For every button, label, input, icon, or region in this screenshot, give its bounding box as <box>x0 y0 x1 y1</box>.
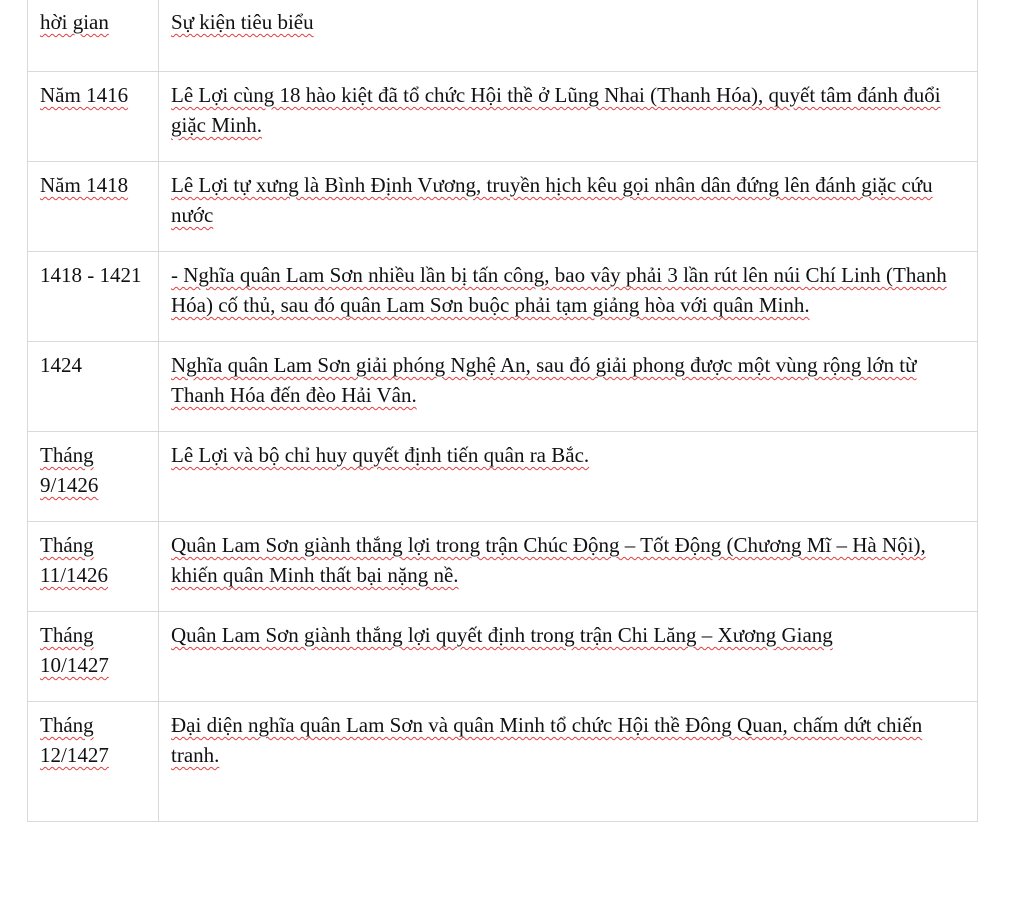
time-cell <box>28 612 159 702</box>
event-cell <box>159 702 978 822</box>
time-cell <box>28 252 159 342</box>
event-text: Quân Lam Sơn giành thắng lợi quyết định trong trận Chi Lăng – Xương Giang <box>171 623 833 647</box>
table-row <box>28 432 978 522</box>
table-row <box>28 72 978 162</box>
event-cell <box>159 72 978 162</box>
header-row <box>28 0 978 72</box>
event-text: Quân Lam Sơn giành thắng lợi trong trận Chúc Động – Tốt Động (Chương Mĩ – Hà Nội), khiến quân Minh thất bại nặng nề. <box>171 533 926 587</box>
time-cell <box>28 342 159 432</box>
header-event-label: Sự kiện tiêu biểu <box>171 10 314 34</box>
time-text: Tháng 9/1426 <box>40 443 99 497</box>
table-row <box>28 342 978 432</box>
event-text: Lê Lợi tự xưng là Bình Định Vương, truyền hịch kêu gọi nhân dân đứng lên đánh giặc cứu nước <box>171 173 933 227</box>
table-row <box>28 522 978 612</box>
time-text: Tháng 11/1426 <box>40 533 109 587</box>
time-cell <box>28 72 159 162</box>
event-cell <box>159 432 978 522</box>
time-cell <box>28 162 159 252</box>
table-row <box>28 702 978 822</box>
time-cell <box>28 702 159 822</box>
event-text: Đại diện nghĩa quân Lam Sơn và quân Minh tổ chức Hội thề Đông Quan, chấm dứt chiến tranh. <box>171 713 923 767</box>
event-cell <box>159 342 978 432</box>
event-cell <box>159 162 978 252</box>
time-text: Tháng 12/1427 <box>40 713 109 767</box>
time-text: Năm 1416 <box>40 83 129 107</box>
event-cell <box>159 252 978 342</box>
time-text: Tháng 10/1427 <box>40 623 109 677</box>
time-text: Năm 1418 <box>40 173 129 197</box>
event-text: Lê Lợi cùng 18 hào kiệt đã tổ chức Hội thề ở Lũng Nhai (Thanh Hóa), quyết tâm đánh đuổi giặc Minh. <box>171 83 941 137</box>
header-event-cell <box>159 0 978 72</box>
time-cell <box>28 432 159 522</box>
event-text: - Nghĩa quân Lam Sơn nhiều lần bị tấn công, bao vây phải 3 lần rút lên núi Chí Linh (Thanh Hóa) cố thủ, sau đó quân Lam Sơn buộc phải tạm giảng hòa với quân Minh. <box>171 263 947 317</box>
time-text: 1424 <box>40 353 82 377</box>
event-cell <box>159 612 978 702</box>
time-text: 1418 - 1421 <box>40 263 142 287</box>
event-text: Lê Lợi và bộ chỉ huy quyết định tiến quân ra Bắc. <box>171 443 590 467</box>
table-row <box>28 162 978 252</box>
event-cell <box>159 522 978 612</box>
header-time-label: hời gian <box>40 10 109 34</box>
header-time-cell <box>28 0 159 72</box>
table-row <box>28 612 978 702</box>
table-row <box>28 252 978 342</box>
events-table <box>27 0 978 822</box>
event-text: Nghĩa quân Lam Sơn giải phóng Nghệ An, sau đó giải phong được một vùng rộng lớn từ Thanh Hóa đến đèo Hải Vân. <box>171 353 917 407</box>
time-cell <box>28 522 159 612</box>
